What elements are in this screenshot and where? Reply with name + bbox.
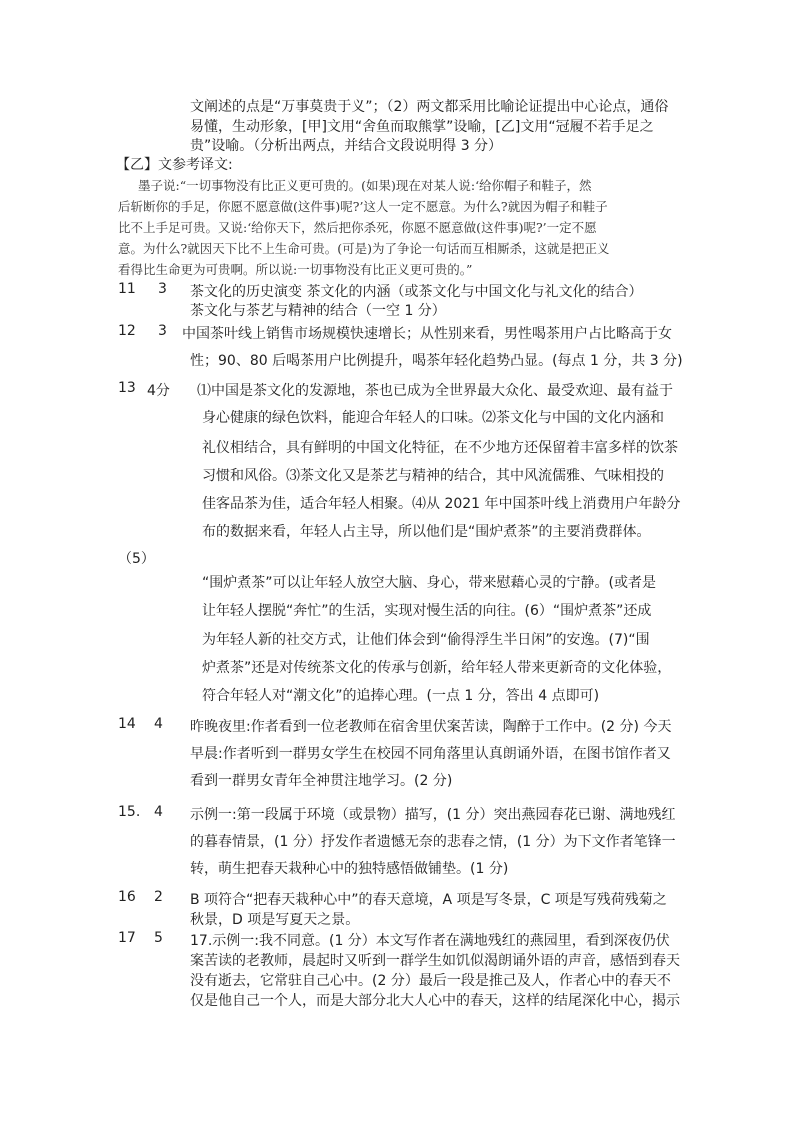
- q12-score: 3: [158, 323, 167, 339]
- translation-line: 比不上手足可贵。又说:‘给你天下，然后把你杀死，你愿不愿意做(这件事)呢?’一定不愿: [118, 220, 597, 235]
- intro-line-2: 易懂，生动形象，[甲]文用“舍鱼而取熊掌”设喻，[乙]文用“冠履不若手足之: [190, 119, 654, 135]
- q15-number: 15.: [118, 804, 141, 820]
- q13-line: 让年轻人摆脱“奔忙”的生活，实现对慢生活的向往。(6）“围炉煮茶”还成: [202, 603, 652, 619]
- q17-number: 17: [118, 930, 136, 946]
- q12-number: 12: [118, 323, 136, 339]
- q13-score: 4分: [147, 383, 170, 399]
- translation-line: 看得比生命更为可贵啊。所以说:一切事物没有比正义更可贵的。”: [118, 262, 473, 277]
- q13-line: 为年轻人新的社交方式，让他们体会到“偷得浮生半日闲”的安逸。(7)“围: [202, 632, 650, 648]
- intro-line-1: 文阐述的点是“万事莫贵于义”；（2）两文都采用比喻论证提出中心论点，通俗: [190, 99, 669, 115]
- q15-line: 示例一:第一段属于环境（或景物）描写，(1 分）突出燕园春花已谢、满地残红: [190, 807, 676, 823]
- q17-line: 没有逝去，它常驻自己心中。(2 分）最后一段是推己及人，作者心中的春天不: [190, 973, 671, 989]
- q14-score: 4: [154, 716, 163, 732]
- q16-number: 16: [118, 889, 136, 905]
- q15-line: 的暮春情景，(1 分）抒发作者遗憾无奈的悲春之情，(1 分）为下文作者笔锋一: [190, 834, 676, 850]
- q17-line: 案苦读的老教师，晨起时又听到一群学生如饥似渴朗诵外语的声音，感悟到春天: [190, 953, 680, 969]
- q16-score: 2: [154, 889, 163, 905]
- q17-score: 5: [154, 930, 163, 946]
- q11-line-2: 茶文化与茶艺与精神的结合（一空 1 分）: [190, 303, 446, 319]
- q17-line: 17.示例一:我不同意。(1 分）本文写作者在满地残红的燕园里，看到深夜仍伏: [190, 933, 670, 949]
- q16-line: 秋景，D 项是写夏天之景。: [190, 912, 360, 928]
- q13-line: 炉煮茶”还是对传统茶文化的传承与创新，给年轻人带来更新奇的文化体验，: [202, 660, 672, 676]
- q16-line: B 项符合“把春天栽种心中”的春天意境，A 项是写冬景，C 项是写残荷残菊之: [190, 892, 667, 908]
- q13-line: 礼仪相结合，具有鲜明的中国文化特征，在不少地方还保留着丰富多样的饮茶: [202, 440, 678, 456]
- q14-line: 早晨:作者听到一群男女学生在校园不同角落里认真朗诵外语，在图书馆作者又: [190, 746, 671, 762]
- translation-line: 意。为什么?就因天下比不上生命可贵。(可是)为了争论一句话而互相厮杀，这就是把正义: [118, 241, 610, 256]
- translation-line: 后斩断你的手足，你愿不愿意做(这件事)呢?’这人一定不愿意。为什么?就因为帽子和鞋子: [118, 199, 608, 214]
- q13-line: “围炉煮茶”可以让年轻人放空大脑、身心，带来慰藉心灵的宁静。(或者是: [202, 575, 656, 591]
- q14-line: 看到一群男女青年全神贯注地学习。(2 分): [190, 773, 453, 789]
- q15-line: 转，萌生把春天栽种心中的独特感悟做铺垫。(1 分): [190, 861, 509, 877]
- q15-score: 4: [154, 804, 163, 820]
- q14-line: 昨晚夜里:作者看到一位老教师在宿舍里伏案苦读，陶醉于工作中。(2 分) 今天: [190, 719, 672, 735]
- q13-line: 符合年轻人对“潮文化”的追捧心理。(一点 1 分，答出 4 点即可): [202, 688, 600, 704]
- q12-line-1: 中国茶叶线上销售市场规模快速增长；从性别来看，男性喝茶用户占比略高于女: [182, 326, 672, 342]
- q13-marker-5: （5）: [118, 551, 155, 567]
- translation-line: 墨子说:“一切事物没有比正义更可贵的。(如果)现在对某人说:‘给你帽子和鞋子，然: [138, 178, 592, 193]
- q14-number: 14: [118, 716, 136, 732]
- q11-score: 3: [158, 281, 167, 297]
- q13-number: 13: [118, 380, 136, 396]
- q13-line: 习惯和风俗。⑶茶文化又是茶艺与精神的结合，其中风流儒雅、气味相投的: [202, 468, 664, 484]
- q13-line: ⑴中国是茶文化的发源地，茶也已成为全世界最大众化、最受欢迎、最有益于: [197, 383, 673, 399]
- intro-line-3: 贵”设喻。（分析出两点，并结合文段说明得 3 分）: [190, 138, 503, 154]
- q13-line: 佳客品茶为佳，适合年轻人相聚。⑷从 2021 年中国茶叶线上消费用户年龄分: [202, 496, 681, 512]
- q11-line-1: 茶文化的历史演变 茶文化的内涵（或茶文化与中国文化与礼文化的结合）: [190, 284, 643, 300]
- q13-line: 布的数据来看，年轻人占主导，所以他们是“围炉煮茶”的主要消费群体。: [202, 524, 651, 540]
- q17-line: 仅是他自己一个人，而是大部分北大人心中的春天，这样的结尾深化中心，揭示: [190, 993, 680, 1009]
- q11-number: 11: [118, 281, 136, 297]
- translation-heading: 【乙】文参考译文:: [116, 157, 233, 173]
- q12-line-2: 性；90、80 后喝茶用户比例提升，喝茶年轻化趋势凸显。(每点 1 分，共 3 分): [190, 353, 683, 369]
- q13-line: 身心健康的绿色饮料，能迎合年轻人的口味。⑵茶文化与中国的文化内涵和: [202, 410, 664, 426]
